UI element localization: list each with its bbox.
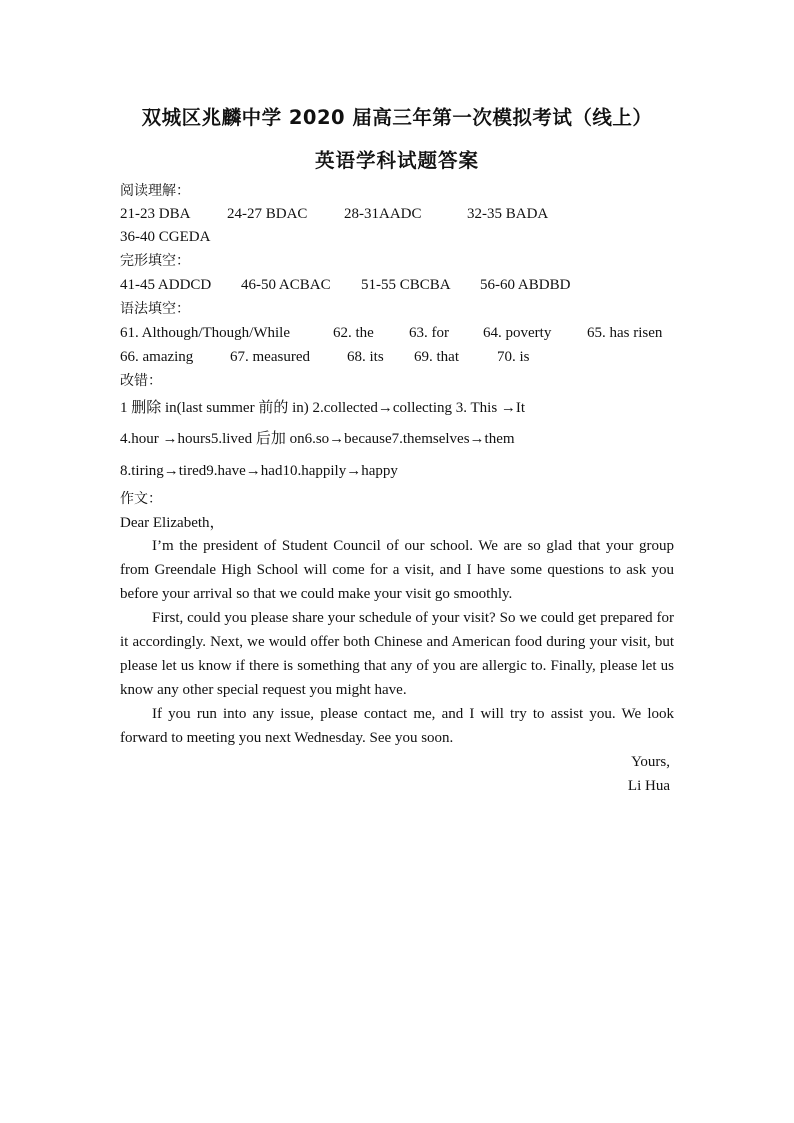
answer-cell: 64. poverty: [483, 325, 552, 341]
correction-heading: 改错：: [120, 373, 162, 389]
answer-cell: 66. amazing: [120, 349, 194, 365]
answer-cell: 63. for: [409, 325, 449, 341]
page-subtitle: 英语学科试题答案: [314, 149, 479, 172]
answer-cell: 56-60 ABDBD: [480, 277, 571, 293]
grammar-heading: 语法填空：: [120, 301, 190, 317]
answer-cell: 69. that: [414, 349, 459, 365]
answer-cell: 62. the: [333, 325, 374, 341]
answer-cell: 70. is: [497, 349, 530, 365]
reading-heading: 阅读理解：: [120, 183, 190, 199]
answer-cell: 61. Although/Though/While: [120, 325, 290, 341]
answer-cell: 46-50 ACBAC: [241, 277, 331, 293]
answer-cell: 41-45 ADDCD: [120, 277, 212, 293]
letter-paragraph: First, could you please share your schedule of your visit? So we could get prepared for it accordingly. Next, we would offer both Chinese and American food during your visit, but please let us know if there is something that any of you are allergic to. Finally, please let us know any other special request you might have.: [120, 610, 674, 698]
answer-cell: 67. measured: [230, 349, 310, 365]
answer-cell: 65. has risen: [587, 325, 663, 341]
answer-cell: 36-40 CGEDA: [120, 229, 211, 245]
answer-cell: 28-31AADC: [344, 206, 422, 222]
answer-cell: 51-55 CBCBA: [361, 277, 451, 293]
answer-cell: 21-23 DBA: [120, 206, 191, 222]
letter-paragraph: I’m the president of Student Council of our school. We are so glad that your group from Greendale High School will come for a visit, and I have some questions to ask you before your arrival so that we could make your visit go smoothly.: [120, 538, 674, 602]
answer-cell: 24-27 BDAC: [227, 206, 308, 222]
correction-line: 8.tiring→tired9.have→had10.happily→happy: [120, 463, 398, 479]
letter-greeting: Dear Elizabeth，: [120, 515, 225, 531]
letter-closing: Yours,: [631, 754, 670, 770]
cloze-heading: 完形填空：: [120, 253, 190, 269]
correction-line: 1 删除 in(last summer 前的 in) 2.collected→collecting 3. This →It: [120, 400, 526, 416]
letter-signature: Li Hua: [627, 778, 670, 794]
answer-cell: 32-35 BADA: [467, 206, 549, 222]
page-title: 双城区兆麟中学 2020 届高三年第一次模拟考试（线上）: [141, 106, 653, 129]
correction-line: 4.hour →hours5.lived 后加 on6.so→because7.themselves→them: [120, 431, 515, 447]
writing-heading: 作文：: [120, 491, 162, 507]
letter-paragraph: If you run into any issue, please contact me, and I will try to assist you. We look forward to meeting you next Wednesday. See you soon.: [120, 706, 674, 746]
answer-cell: 68. its: [347, 349, 384, 365]
